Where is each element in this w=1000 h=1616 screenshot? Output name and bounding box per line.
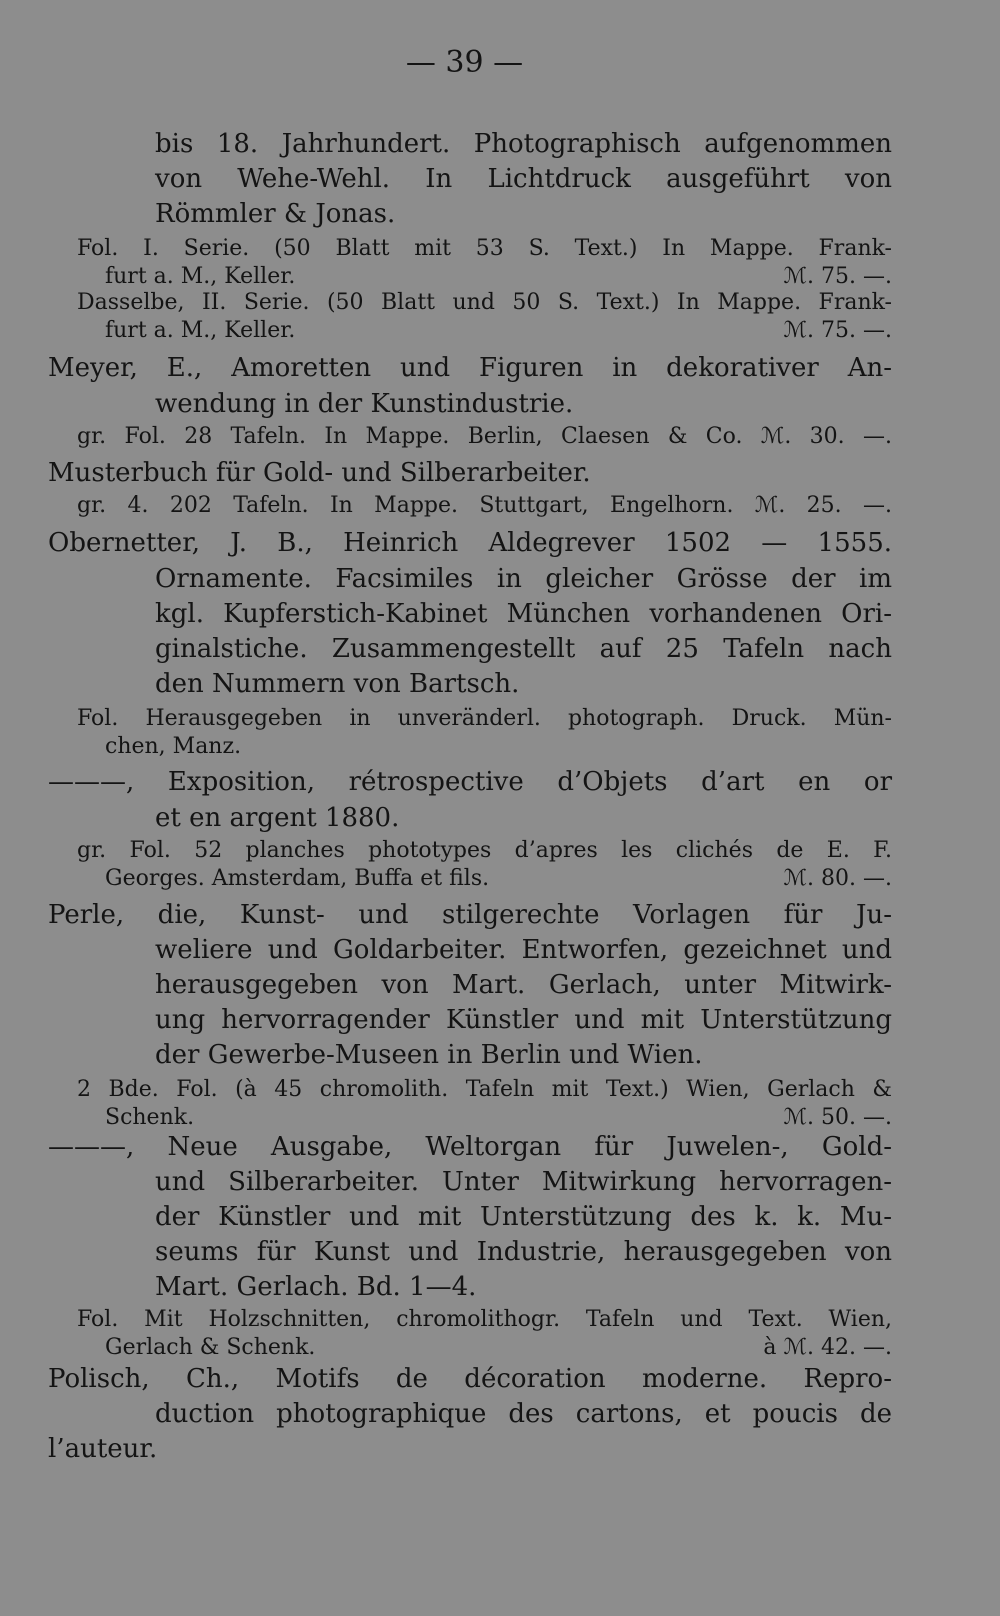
text-line-words: chen, Manz. bbox=[105, 734, 242, 759]
text-line-words: Musterbuch für Gold- und Silberarbeiter. bbox=[48, 458, 591, 488]
text-line-words: ginalstiche. Zusammengestellt auf 25 Tafeln nach bbox=[155, 634, 892, 664]
price: ℳ. 75. —. bbox=[783, 264, 892, 289]
text-line-words: wendung in der Kunstindustrie. bbox=[155, 389, 574, 419]
text-line bbox=[155, 968, 892, 1002]
text-line bbox=[155, 801, 399, 835]
text-line bbox=[105, 314, 892, 348]
text-line-words: l’auteur. bbox=[48, 1434, 158, 1464]
text-line bbox=[155, 1397, 892, 1431]
text-line bbox=[105, 1331, 892, 1365]
text-line bbox=[155, 632, 892, 666]
text-line bbox=[155, 1270, 476, 1304]
text-line bbox=[155, 127, 892, 161]
price: ℳ. 80. —. bbox=[783, 866, 892, 891]
text-line-words: Mart. Gerlach. Bd. 1—4. bbox=[155, 1272, 477, 1302]
text-line bbox=[155, 1235, 892, 1269]
text-line-words: Dasselbe, II. Serie. (50 Blatt und 50 S. Text.) In Mappe. Frank- bbox=[77, 290, 892, 315]
text-line-words: gr. Fol. 28 Tafeln. In Mappe. Berlin, Claesen & Co. ℳ. 30. —. bbox=[77, 424, 892, 449]
text-line-words: den Nummern von Bartsch. bbox=[155, 669, 520, 699]
text-line-words: Fol. I. Serie. (50 Blatt mit 53 S. Text.) In Mappe. Frank- bbox=[77, 236, 892, 261]
text-line bbox=[155, 1038, 703, 1072]
text-line bbox=[155, 667, 519, 701]
text-line-words: duction photographique des cartons, et poucis de bbox=[155, 1399, 892, 1429]
text-line-words: ———, Neue Ausgabe, Weltorgan für Juwelen-, Gold- bbox=[48, 1132, 892, 1162]
text-line-words: Fol. Mit Holzschnitten, chromolithogr. Tafeln und Text. Wien, bbox=[77, 1307, 892, 1332]
text-line-words: furt a. M., Keller. bbox=[105, 318, 296, 343]
text-line-words: von Wehe-Wehl. In Lichtdruck ausgeführt von bbox=[155, 164, 892, 194]
text-line-words: Polisch, Ch., Motifs de décoration moderne. Repro- bbox=[48, 1364, 892, 1394]
page-number: — 39 — bbox=[405, 45, 524, 80]
text-line-words: seums für Kunst und Industrie, herausgegeben von bbox=[155, 1237, 892, 1267]
price: à ℳ. 42. —. bbox=[763, 1335, 892, 1360]
text-line-words: Georges. Amsterdam, Buffa et fils. bbox=[105, 866, 490, 891]
text-line bbox=[48, 351, 892, 385]
text-line bbox=[155, 562, 892, 596]
text-line-words: kgl. Kupferstich-Kabinet München vorhandenen Ori- bbox=[155, 599, 892, 629]
text-line bbox=[77, 489, 892, 523]
text-line-words: ung hervorragender Künstler und mit Unterstützung bbox=[155, 1005, 892, 1035]
text-line bbox=[48, 1130, 892, 1164]
text-line bbox=[48, 765, 892, 799]
text-line bbox=[105, 730, 241, 764]
text-line bbox=[155, 162, 892, 196]
text-line bbox=[155, 1200, 892, 1234]
text-line bbox=[48, 898, 892, 932]
price: ℳ. 50. —. bbox=[783, 1105, 892, 1130]
text-line bbox=[105, 862, 892, 896]
text-line bbox=[155, 387, 573, 421]
text-line-words: weliere und Goldarbeiter. Entworfen, gezeichnet und bbox=[155, 935, 892, 965]
price: ℳ. 75. —. bbox=[783, 318, 892, 343]
text-line bbox=[155, 1003, 892, 1037]
text-line bbox=[155, 1165, 892, 1199]
text-line-words: 2 Bde. Fol. (à 45 chromolith. Tafeln mit Text.) Wien, Gerlach & bbox=[77, 1077, 892, 1102]
text-line-words: und Silberarbeiter. Unter Mitwirkung hervorragen- bbox=[155, 1167, 892, 1197]
text-line bbox=[155, 197, 395, 231]
text-line-words: bis 18. Jahrhundert. Photographisch aufgenommen bbox=[155, 129, 892, 159]
text-line-words: ———, Exposition, rétrospective d’Objets d’art en or bbox=[48, 767, 892, 797]
text-line-words: Römmler & Jonas. bbox=[155, 199, 396, 229]
text-line bbox=[155, 597, 892, 631]
text-line bbox=[48, 526, 892, 560]
text-line bbox=[48, 456, 591, 490]
text-line bbox=[48, 1362, 892, 1396]
text-line-words: Fol. Herausgegeben in unveränderl. photograph. Druck. Mün- bbox=[77, 706, 892, 731]
text-line-words: Schenk. bbox=[105, 1105, 195, 1130]
text-line-words: gr. 4. 202 Tafeln. In Mappe. Stuttgart, Engelhorn. ℳ. 25. —. bbox=[77, 493, 892, 518]
text-line-words: et en argent 1880. bbox=[155, 803, 400, 833]
text-line-words: Perle, die, Kunst- und stilgerechte Vorlagen für Ju- bbox=[48, 900, 892, 930]
text-line bbox=[77, 420, 892, 454]
text-line-words: herausgegeben von Mart. Gerlach, unter Mitwirk- bbox=[155, 970, 892, 1000]
text-line-words: furt a. M., Keller. bbox=[105, 264, 296, 289]
text-line bbox=[48, 1432, 157, 1466]
text-line-words: gr. Fol. 52 planches phototypes d’apres les clichés de E. F. bbox=[77, 838, 892, 863]
text-line-words: Obernetter, J. B., Heinrich Aldegrever 1502 — 1555. bbox=[48, 528, 892, 558]
text-line-words: Ornamente. Facsimiles in gleicher Grösse der im bbox=[155, 564, 892, 594]
text-line-words: Gerlach & Schenk. bbox=[105, 1335, 316, 1360]
text-line-words: Meyer, E., Amoretten und Figuren in dekorativer An- bbox=[48, 353, 892, 383]
text-line-words: der Gewerbe-Museen in Berlin und Wien. bbox=[155, 1040, 703, 1070]
text-line bbox=[155, 933, 892, 967]
text-line-words: der Künstler und mit Unterstützung des k. k. Mu- bbox=[155, 1202, 892, 1232]
